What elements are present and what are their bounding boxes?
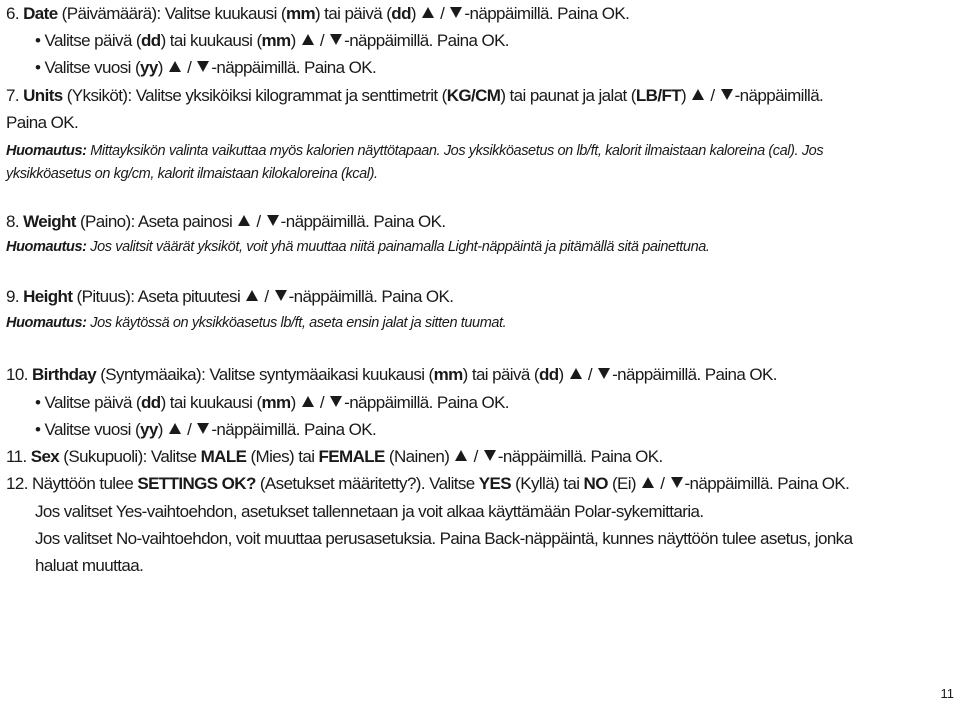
- term-birthday: Birthday: [31, 365, 97, 384]
- code-lb-ft: LB/FT: [635, 86, 682, 105]
- down-arrow-icon: [330, 34, 342, 45]
- code-no: NO: [583, 474, 608, 493]
- text: (Päivämäärä): Valitse kuukausi (: [57, 4, 286, 23]
- slash: /: [583, 365, 597, 384]
- slash: /: [315, 31, 329, 50]
- item-units: [6, 86, 823, 106]
- note-label: Huomautus:: [6, 239, 87, 255]
- up-arrow-icon: [302, 34, 314, 45]
- text: ): [290, 31, 300, 50]
- up-arrow-icon: [169, 61, 181, 72]
- code-female: FEMALE: [318, 447, 385, 466]
- text: (Pituus): Aseta pituutesi: [72, 287, 245, 306]
- term-units: Units: [23, 86, 63, 105]
- item-number: 11.: [6, 447, 27, 466]
- slash: /: [252, 212, 265, 231]
- text: ) tai päivä (: [462, 365, 539, 384]
- units-continued: [6, 113, 78, 133]
- text: (Yksiköt): Valitse yksiköiksi kilogrammat ja senttimetrit (: [62, 86, 447, 105]
- text: yksikköasetus on kg/cm, kalorit ilmaistaan kilokaloreina (kcal).: [6, 166, 378, 182]
- up-arrow-icon: [238, 215, 250, 226]
- text: (Kyllä) tai: [511, 474, 584, 493]
- text: • Valitse vuosi (: [35, 58, 141, 77]
- item-number: 6.: [6, 4, 19, 23]
- text: -näppäimillä. Paina OK.: [288, 287, 454, 306]
- units-note-continued: [6, 166, 378, 182]
- text: Paina OK.: [6, 113, 79, 132]
- item-height: [6, 287, 453, 307]
- bullet-birthday-year: [35, 420, 376, 440]
- bullet-birthday-day: [35, 393, 509, 413]
- text: Jos käytössä on yksikköasetus lb/ft, aseta ensin jalat ja sitten tuumat.: [86, 315, 507, 331]
- code-yes: YES: [478, 474, 512, 493]
- text: -näppäimillä. Paina OK.: [211, 420, 377, 439]
- code-settings-ok: SETTINGS OK?: [137, 474, 256, 493]
- up-arrow-icon: [422, 7, 434, 18]
- up-arrow-icon: [642, 477, 654, 488]
- item-sex: [6, 447, 663, 467]
- text: • Valitse päivä (: [35, 31, 141, 50]
- page-number: 11: [940, 686, 954, 701]
- term-sex: Sex: [30, 447, 60, 466]
- slash: /: [469, 447, 482, 466]
- bullet-date-year: [35, 58, 376, 78]
- item-number: 7.: [6, 86, 19, 105]
- text: ) tai kuukausi (: [160, 393, 262, 412]
- up-arrow-icon: [169, 423, 181, 434]
- height-note: [6, 315, 506, 331]
- down-arrow-icon: [671, 477, 683, 488]
- text: ) tai kuukausi (: [160, 31, 262, 50]
- code-dd: dd: [391, 4, 411, 23]
- down-arrow-icon: [275, 290, 287, 301]
- text: • Valitse vuosi (: [35, 420, 141, 439]
- down-arrow-icon: [721, 89, 733, 100]
- text: -näppäimillä. Paina OK.: [612, 365, 777, 384]
- slash: /: [656, 474, 669, 493]
- code-mm: mm: [433, 365, 463, 384]
- up-arrow-icon: [570, 368, 582, 379]
- text: Jos valitsit väärät yksiköt, voit yhä muuttaa niitä painamalla Light-näppäintä ja pitämällä sitä painettuna.: [86, 239, 710, 255]
- down-arrow-icon: [330, 396, 342, 407]
- text: -näppäimillä.: [734, 86, 824, 105]
- units-note: [6, 143, 823, 159]
- text: Mittayksikön valinta vaikuttaa myös kalorien näyttötapaan. Jos yksikköasetus on lb/ft, kalorit ilmaistaan kaloreina (cal). Jos: [86, 143, 824, 159]
- code-mm: mm: [261, 393, 291, 412]
- text: ): [681, 86, 691, 105]
- text: (Mies) tai: [246, 447, 319, 466]
- text: (Syntymäaika): Valitse syntymäaikasi kuukausi (: [96, 365, 434, 384]
- term-height: Height: [23, 287, 73, 306]
- text: ): [558, 365, 568, 384]
- code-dd: dd: [141, 31, 161, 50]
- item-weight: [6, 212, 445, 232]
- code-dd: dd: [141, 393, 161, 412]
- code-yy: yy: [140, 420, 158, 439]
- down-arrow-icon: [197, 423, 209, 434]
- text: Jos valitset No-vaihtoehdon, voit muuttaa perusasetuksia. Paina Back-näppäintä, kunnes näyttöön tulee asetus, jonka: [35, 529, 853, 548]
- settings-no-text-continued: [35, 556, 143, 576]
- note-label: Huomautus:: [6, 143, 87, 159]
- text: -näppäimillä. Paina OK.: [280, 212, 446, 231]
- up-arrow-icon: [302, 396, 314, 407]
- bullet-date-day: [35, 31, 509, 51]
- text: ) tai paunat ja jalat (: [500, 86, 636, 105]
- text: -näppäimillä. Paina OK.: [344, 393, 509, 412]
- text: (Sukupuoli): Valitse: [59, 447, 201, 466]
- text: (Ei): [607, 474, 641, 493]
- slash: /: [260, 287, 273, 306]
- code-dd: dd: [538, 365, 559, 384]
- slash: /: [182, 420, 196, 439]
- text: -näppäimillä. Paina OK.: [684, 474, 850, 493]
- text: -näppäimillä. Paina OK.: [344, 31, 509, 50]
- text: ): [157, 58, 167, 77]
- slash: /: [182, 58, 196, 77]
- text: • Valitse päivä (: [35, 393, 141, 412]
- text: (Paino): Aseta painosi: [75, 212, 237, 231]
- slash: /: [706, 86, 719, 105]
- up-arrow-icon: [246, 290, 258, 301]
- text: haluat muuttaa.: [35, 556, 144, 575]
- down-arrow-icon: [267, 215, 279, 226]
- code-mm: mm: [261, 31, 291, 50]
- code-mm: mm: [285, 4, 315, 23]
- slash: /: [315, 393, 329, 412]
- up-arrow-icon: [455, 450, 467, 461]
- text: -näppäimillä. Paina OK.: [497, 447, 663, 466]
- text: (Nainen): [384, 447, 454, 466]
- item-settings-ok: [6, 474, 849, 494]
- text: ): [290, 393, 300, 412]
- item-date: 6. Date (Päivämäärä): Valitse kuukausi (mm) tai päivä (dd) / -näppäimillä. Paina OK.: [6, 4, 630, 23]
- item-birthday: [6, 365, 777, 385]
- settings-yes-text: [35, 502, 704, 522]
- text: -näppäimillä. Paina OK.: [464, 4, 630, 23]
- text: ): [157, 420, 167, 439]
- text: Jos valitset Yes-vaihtoehdon, asetukset tallennetaan ja voit alkaa käyttämään Polar-sykemittaria.: [35, 502, 704, 521]
- item-number: 10.: [6, 365, 28, 384]
- weight-note: [6, 239, 710, 255]
- text: -näppäimillä. Paina OK.: [211, 58, 377, 77]
- item-number: 8.: [6, 212, 19, 231]
- up-arrow-icon: [692, 89, 704, 100]
- code-male: MALE: [200, 447, 247, 466]
- item-number: 9.: [6, 287, 19, 306]
- code-yy: yy: [140, 58, 158, 77]
- code-kg-cm: KG/CM: [446, 86, 501, 105]
- down-arrow-icon: [450, 7, 462, 18]
- term-weight: Weight: [23, 212, 76, 231]
- settings-no-text: [35, 529, 852, 549]
- term-date: Date: [23, 4, 58, 23]
- text: ) tai päivä (: [314, 4, 392, 23]
- note-label: Huomautus:: [6, 315, 87, 331]
- down-arrow-icon: [484, 450, 496, 461]
- down-arrow-icon: [197, 61, 209, 72]
- text: (Asetukset määritetty?). Valitse: [255, 474, 479, 493]
- text: Näyttöön tulee: [27, 474, 138, 493]
- item-number: 12.: [6, 474, 28, 493]
- slash: /: [436, 4, 449, 23]
- down-arrow-icon: [598, 368, 610, 379]
